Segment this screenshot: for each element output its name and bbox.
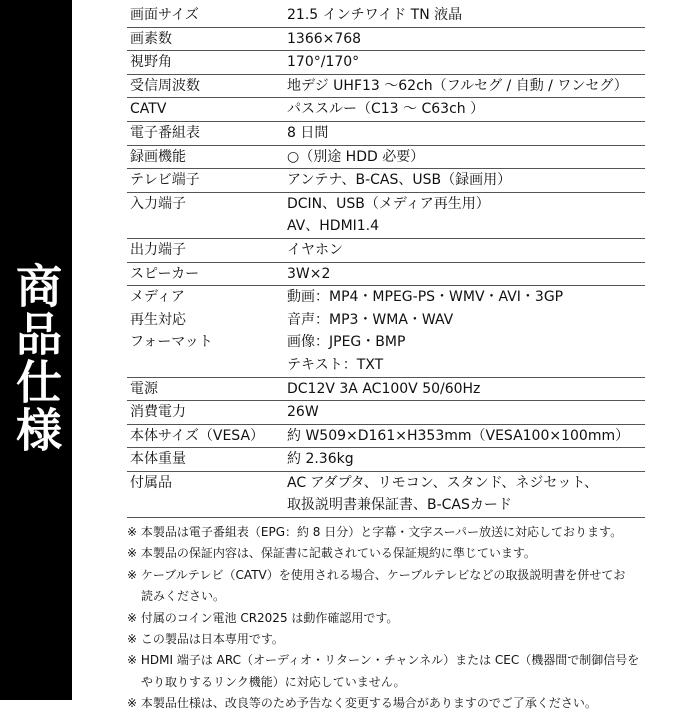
spec-value-line: アンテナ、B-CAS、USB（録画用）	[287, 172, 512, 189]
spec-label: 視野角	[130, 54, 172, 71]
spec-row	[127, 425, 645, 449]
spec-label: テレビ端子	[130, 172, 200, 189]
spec-value-line: 3W×2	[287, 265, 331, 282]
spec-value-line: 動画：MP4・MPEG-PS・WMV・AVI・3GP	[287, 289, 564, 306]
spec-row	[127, 239, 645, 263]
spec-value-line: 8 日間	[287, 124, 329, 141]
spec-label: 付属品	[130, 474, 172, 491]
spec-value-line: 21.5 インチワイド TN 液晶	[287, 7, 463, 23]
spec-value	[287, 309, 645, 332]
spec-row	[127, 472, 645, 518]
spec-row	[127, 122, 645, 146]
note-line: 読みください。	[141, 589, 226, 604]
spec-value-line: AC アダプタ、リモコン、スタンド、ネジセット、	[287, 474, 599, 491]
spec-value	[287, 193, 645, 238]
spec-value	[287, 146, 645, 169]
note-line: ※ 本製品は電子番組表（EPG：約 8 日分）と字幕・文字スーパー放送に対応しております。	[127, 525, 623, 539]
spec-label: 消費電力	[130, 404, 186, 421]
spec-row	[127, 75, 645, 99]
spec-value-line: 約 2.36kg	[287, 451, 354, 468]
spec-value	[287, 448, 645, 471]
side-title: 商品仕様	[9, 262, 63, 454]
spec-row	[127, 401, 645, 425]
spec-label: メディア	[130, 289, 185, 306]
spec-value	[287, 4, 645, 27]
spec-row	[127, 51, 645, 75]
spec-row	[127, 263, 645, 287]
spec-value	[287, 122, 645, 145]
spec-label: 入力端子	[130, 195, 186, 212]
spec-value	[287, 331, 645, 376]
spec-value-line: DC12V 3A AC100V 50/60Hz	[287, 380, 481, 397]
spec-label: 電源	[130, 380, 158, 397]
spec-label: 受信周波数	[130, 77, 200, 94]
spec-value	[287, 401, 645, 424]
spec-row	[127, 98, 645, 122]
note-line: ※ 本製品の保証内容は、保証書に記載されている保証規約に準じています。	[127, 546, 536, 561]
spec-row	[127, 286, 645, 309]
spec-value-line: 170°/170°	[287, 54, 360, 71]
spec-value-line: DCIN、USB（メディア再生用）	[287, 195, 490, 212]
spec-value-line: 1366×768	[287, 30, 362, 47]
spec-row	[127, 169, 645, 193]
spec-label: 本体重量	[130, 451, 186, 468]
spec-row	[127, 378, 645, 402]
spec-value-line: ○（別途 HDD 必要）	[287, 148, 425, 165]
spec-value	[287, 378, 645, 401]
spec-label: 再生対応	[130, 311, 186, 328]
spec-value-line: パススルー（C13 ～ C63ch ）	[287, 101, 485, 118]
spec-row	[127, 309, 645, 332]
note-line: ※ 本製品仕様は、改良等のため予告なく変更する場合がありますのでご了承ください。	[127, 696, 597, 711]
spec-value-line: テキスト：TXT	[287, 356, 384, 373]
note-line: やり取りするリンク機能）に対応していません。	[141, 674, 406, 689]
spec-value	[287, 286, 645, 309]
spec-row	[127, 146, 645, 170]
note-line: ※ この製品は日本専用です。	[127, 632, 284, 647]
spec-value	[287, 28, 645, 51]
note-line: ※ ケーブルテレビ（CATV）を使用される場合、ケーブルテレビなどの取扱説明書を併せてお	[127, 567, 626, 582]
spec-label: 画素数	[130, 30, 172, 47]
spec-row	[127, 193, 645, 239]
notes	[127, 522, 667, 715]
spec-value	[287, 425, 645, 448]
spec-value-line: 画像：JPEG・BMP	[287, 334, 406, 351]
spec-row	[127, 4, 645, 28]
spec-value	[287, 263, 645, 286]
spec-value	[287, 98, 645, 121]
spec-label: 画面サイズ	[130, 7, 199, 23]
note-line: ※ 付属のコイン電池 CR2025 は動作確認用です。	[127, 610, 399, 625]
spec-table	[127, 4, 645, 518]
spec-label: フォーマット	[130, 334, 213, 351]
spec-label: スピーカー	[130, 265, 200, 282]
spec-row	[127, 448, 645, 472]
spec-label: 出力端子	[130, 241, 186, 258]
spec-label: 本体サイズ（VESA）	[130, 427, 265, 444]
spec-label: 電子番組表	[130, 124, 200, 141]
spec-value-line: AV、HDMI1.4	[287, 218, 380, 235]
spec-label: 録画機能	[130, 148, 186, 165]
spec-value	[287, 75, 645, 98]
spec-value	[287, 169, 645, 192]
spec-row	[127, 331, 645, 377]
spec-value	[287, 51, 645, 74]
spec-value-line: 地デジ UHF13 ～62ch（フルセグ / 自動 / ワンセグ）	[287, 77, 628, 94]
spec-value	[287, 239, 645, 262]
spec-label: CATV	[130, 101, 167, 118]
note-line: ※ HDMI 端子は ARC（オーディオ・リターン・チャンネル）または CEC（機器間で制御信号を	[127, 653, 640, 668]
spec-value-line: 約 W509×D161×H353mm（VESA100×100mm）	[287, 427, 630, 444]
spec-value-line: 26W	[287, 404, 319, 421]
spec-row	[127, 28, 645, 52]
side-band	[0, 0, 72, 700]
spec-value-line: イヤホン	[287, 241, 343, 258]
spec-value	[287, 472, 645, 517]
spec-value-line: 取扱説明書兼保証書、B-CASカード	[287, 497, 512, 514]
spec-value-line: 音声：MP3・WMA・WAV	[287, 311, 454, 328]
